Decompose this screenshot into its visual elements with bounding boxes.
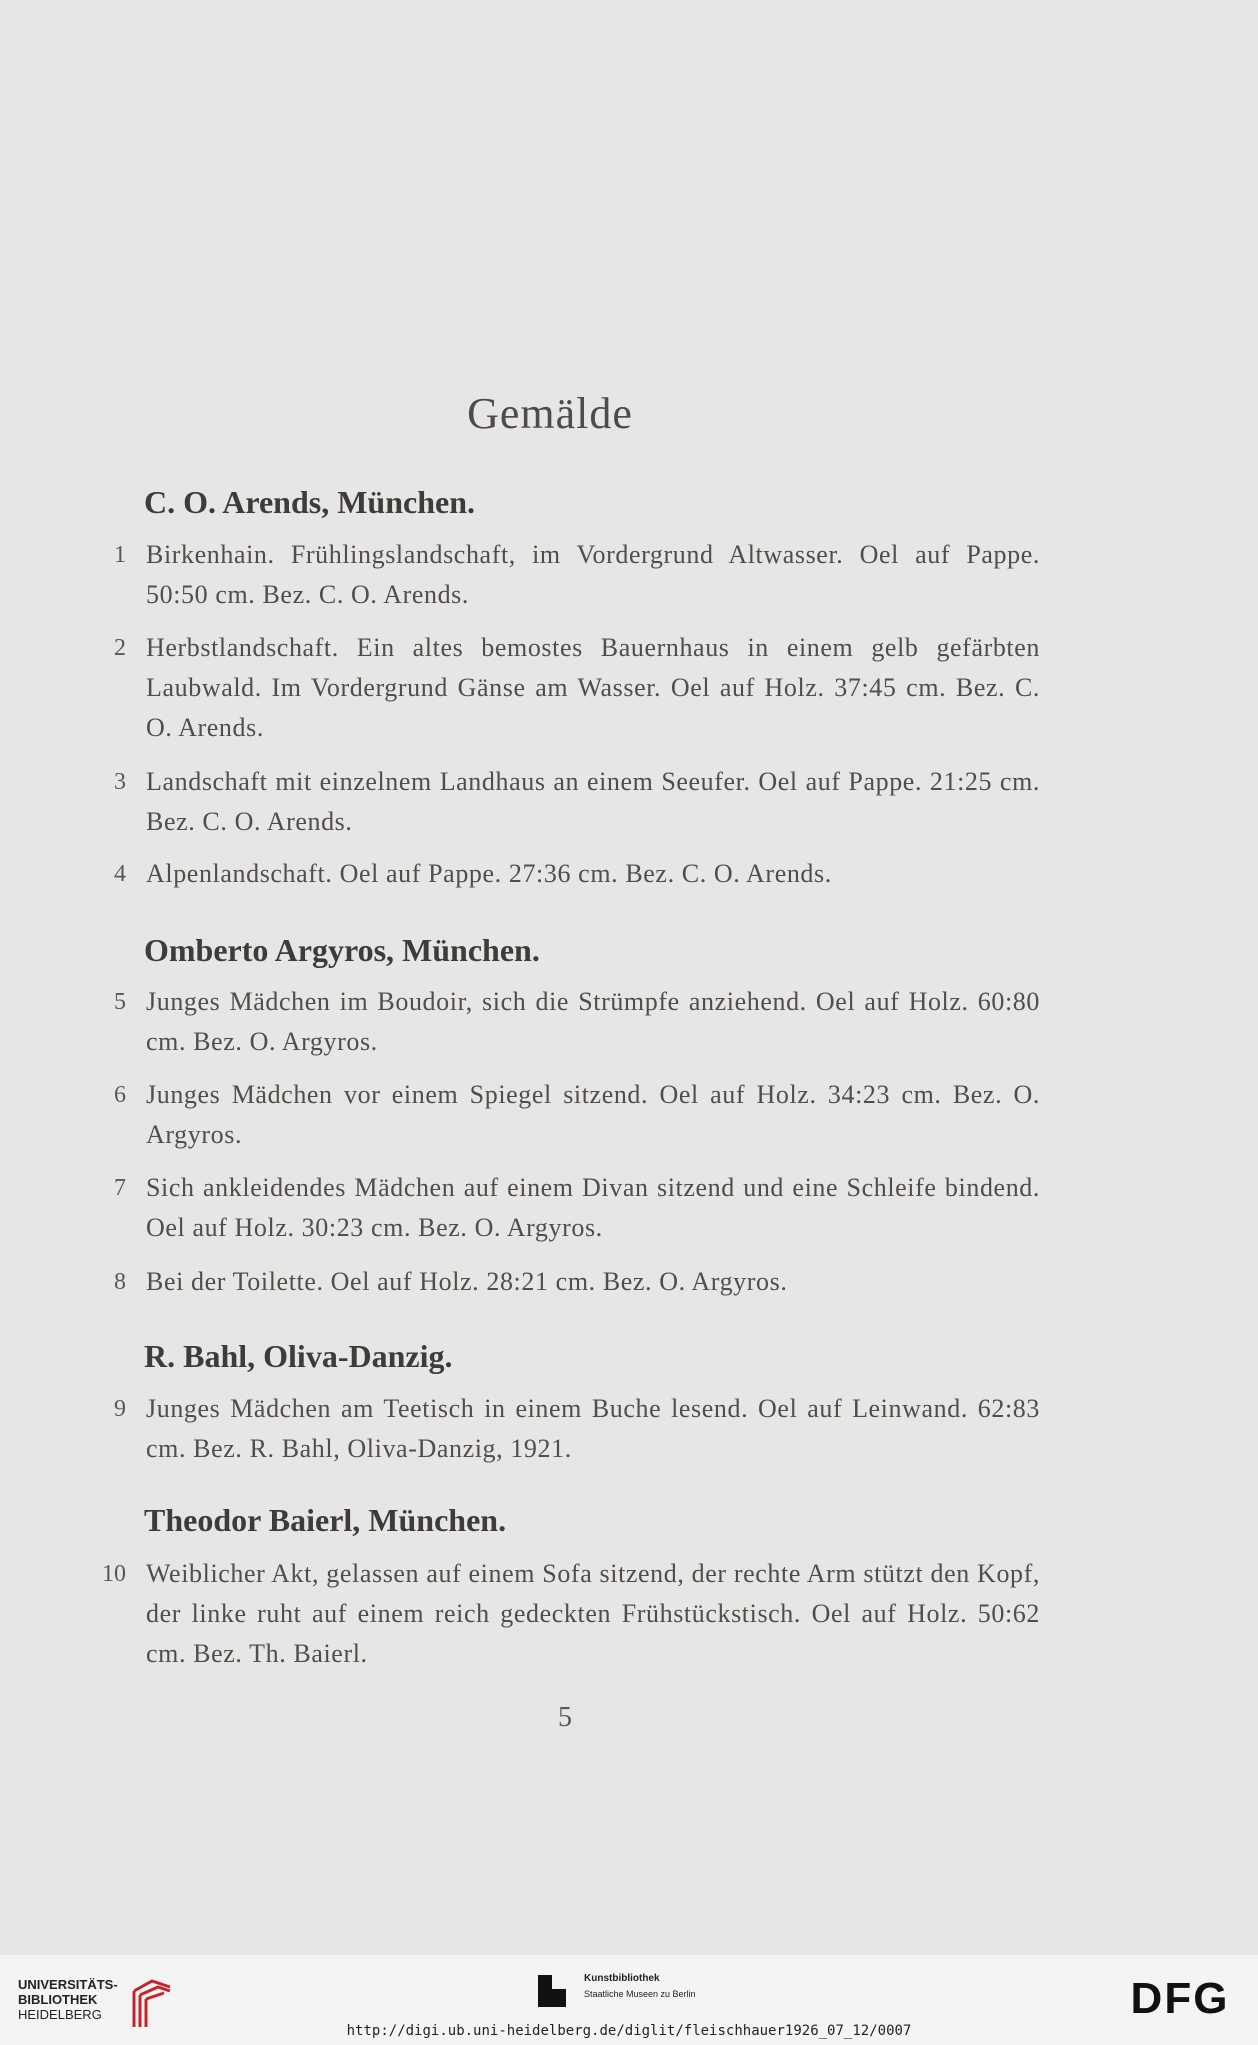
artist-heading: Theodor Baierl, München. [144,1502,507,1538]
entry-number: 6 [114,1082,126,1108]
entry-text: Junges Mädchen vor einem Spiegel sitzend. Oel auf Holz. 34:23 cm. Bez. O. Argyros. [146,1080,1040,1149]
ub-logo-line1: UNIVERSITÄTS- [18,1977,118,1992]
catalog-entry [96,1075,1040,1155]
footer-bar [0,1955,1258,2045]
page-title: Gemälde [467,389,633,438]
entry-text: Junges Mädchen am Teetisch in einem Buche lesend. Oel auf Leinwand. 62:83 cm. Bez. R. Bahl, Oliva-Danzig, 1921. [146,1394,1040,1463]
catalog-entry [96,628,1040,748]
ub-logo-line3: HEIDELBERG [18,2007,102,2022]
artist-heading: R. Bahl, Oliva-Danzig. [144,1338,453,1374]
catalog-entry [96,1554,1040,1674]
catalog-entry [96,1389,1040,1469]
catalog-entry [96,1168,1040,1248]
ub-logo-text [18,1977,118,2022]
entry-text: Sich ankleidendes Mädchen auf einem Divan sitzend und eine Schleife bindend. Oel auf Holz. 30:23 cm. Bez. O. Argyros. [146,1173,1040,1242]
entry-number: 2 [114,635,126,661]
entry-number: 9 [114,1396,126,1422]
kb-logo-line1: Kunstbibliothek [584,1973,660,1984]
dfg-logo-icon[interactable] [1120,1975,1240,2019]
entry-number: 10 [102,1561,126,1587]
ub-logo-line2: BIBLIOTHEK [18,1992,98,2007]
entry-number: 7 [114,1175,126,1201]
entry-text: Herbstlandschaft. Ein altes bemostes Bauernhaus in einem gelb gefärbten Laubwald. Im Vordergrund Gänse am Wasser. Oel auf Holz. 37:45 cm. Bez. C. O. Arends. [146,633,1040,742]
permalink-url[interactable]: http://digi.ub.uni-heidelberg.de/diglit/fleischhauer1926_07_12/0007 [346,2023,912,2039]
catalog-entry [96,1262,1040,1302]
artist-heading: C. O. Arends, München. [144,484,476,520]
page-number: 5 [558,1702,572,1733]
entry-text: Junges Mädchen im Boudoir, sich die Strümpfe anziehend. Oel auf Holz. 60:80 cm. Bez. O. Argyros. [146,987,1040,1056]
catalog-entry [96,762,1040,842]
entry-number: 8 [114,1269,126,1295]
artist-heading: Omberto Argyros, München. [144,932,540,968]
catalog-entry [96,535,1040,615]
catalog-entry [96,854,1040,894]
kunstbibliothek-mark-icon [538,1975,566,2007]
entry-text: Weiblicher Akt, gelassen auf einem Sofa sitzend, der rechte Arm stützt den Kopf, der linke ruht auf einem reich gedeckten Frühstückstisch. Oel auf Holz. 50:62 cm. Bez. Th. Baierl. [146,1559,1040,1668]
entry-text: Bei der Toilette. Oel auf Holz. 28:21 cm. Bez. O. Argyros. [146,1267,788,1296]
entry-number: 3 [114,769,126,795]
entry-text: Birkenhain. Frühlingslandschaft, im Vordergrund Altwasser. Oel auf Pappe. 50:50 cm. Bez. C. O. Arends. [146,540,1040,609]
catalog-entry [96,982,1040,1062]
entry-number: 1 [114,542,126,568]
entry-number: 4 [114,861,126,887]
entry-number: 5 [114,989,126,1015]
kb-logo-line2: Staatliche Museen zu Berlin [584,1989,696,1999]
entry-text: Landschaft mit einzelnem Landhaus an einem Seeufer. Oel auf Pappe. 21:25 cm. Bez. C. O. Arends. [146,767,1040,836]
entry-text: Alpenlandschaft. Oel auf Pappe. 27:36 cm. Bez. C. O. Arends. [146,859,832,888]
svg-text:DFG: DFG [1130,1975,1230,2019]
